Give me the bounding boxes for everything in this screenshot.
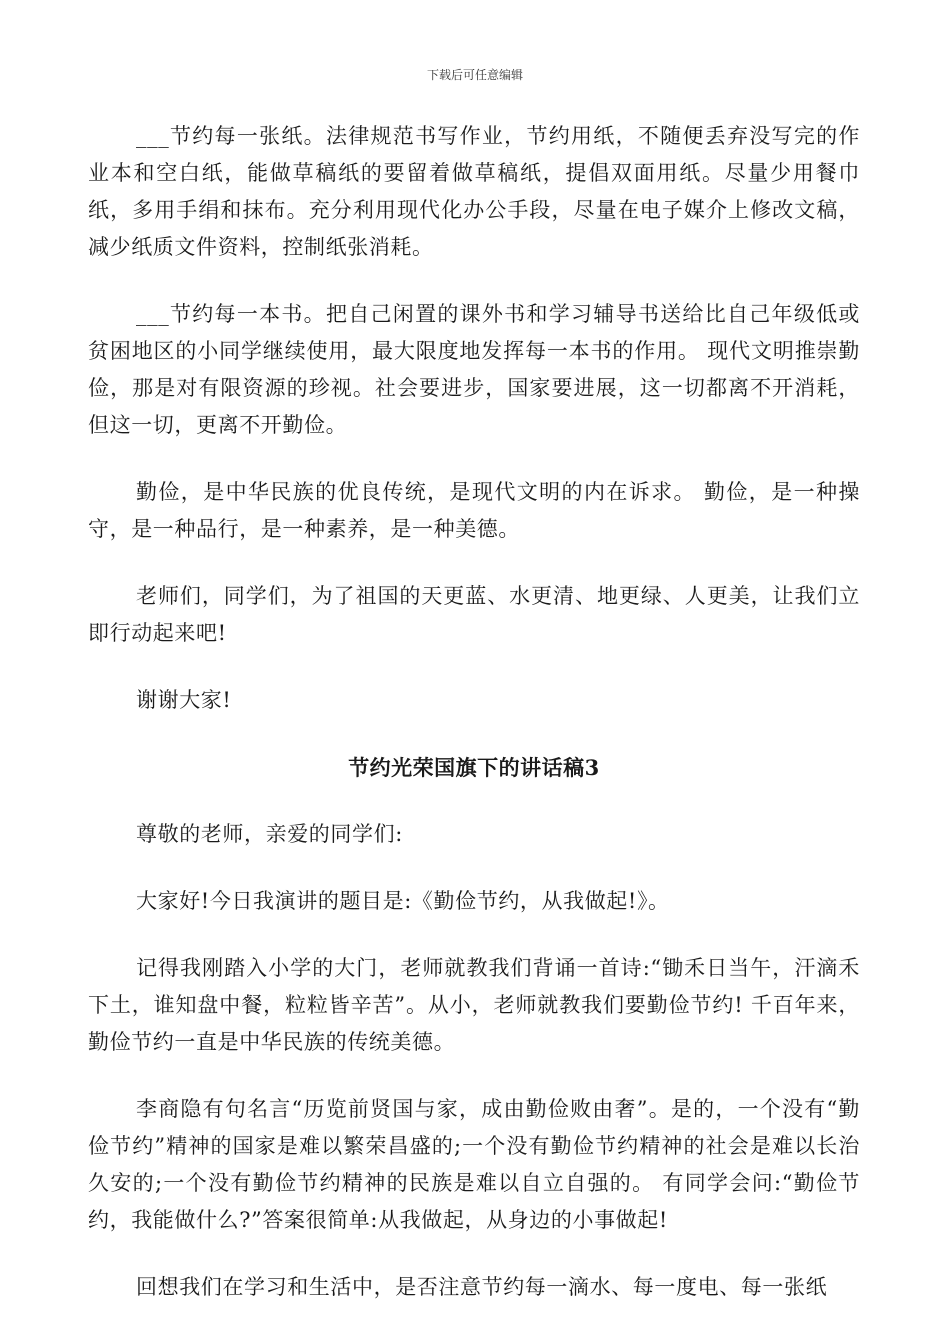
paragraph-thanks: 谢谢大家! [136,688,232,712]
paragraph-save-books: ___节约每一本书。把自己闲置的课外书和学习辅导书送给比自己年级低或贫困地区的小同学继续使用，最大限度地发挥每一本书的作用。 现代文明推崇勤俭，那是对有限资源的珍视。社会要进步，国家要进展，这一切都离不开消耗，但这一切，更离不开勤俭。 [88,302,860,437]
page-header-note: 下载后可任意编辑 [426,68,523,82]
paragraph-frugality-tradition: 勤俭，是中华民族的优良传统，是现代文明的内在诉求。 勤俭，是一种操守，是一种品行，是一种素养，是一种美德。 [88,480,860,541]
paragraph-greeting: 尊敬的老师，亲爱的同学们: [136,822,403,846]
paragraph-li-shangyin-quote: 李商隐有句名言“历览前贤国与家，成由勤俭败由奢”。是的，一个没有“勤俭节约”精神的国家是难以繁荣昌盛的;一个没有勤俭节约精神的社会是难以长治久安的;一个没有勤俭节约精神的民族是难以自立自强的。 有同学会问:“勤俭节约，我能做什么?”答案很简单:从我做起，从身边的小事做起! [88,1097,860,1232]
paragraph-call-to-action: 老师们，同学们，为了祖国的天更蓝、水更清、地更绿、人更美，让我们立即行动起来吧! [88,584,860,645]
paragraph-poem-memory: 记得我刚踏入小学的大门，老师就教我们背诵一首诗:“锄禾日当午，汗滴禾下土，谁知盘中餐，粒粒皆辛苦”。从小，老师就教我们要勤俭节约! 千百年来，勤俭节约一直是中华民族的传统美德。 [88,956,860,1054]
paragraph-speech-topic: 大家好!今日我演讲的题目是:《勤俭节约，从我做起!》。 [136,889,670,913]
paragraph-reflection: 回想我们在学习和生活中，是否注意节约每一滴水、每一度电、每一张纸 [136,1275,828,1299]
section-title: 节约光荣国旗下的讲话稿3 [348,755,600,780]
paragraph-save-paper: ___节约每一张纸。法律规范书写作业，节约用纸，不随便丢弃没写完的作业本和空白纸，能做草稿纸的要留着做草稿纸，提倡双面用纸。尽量少用餐巾纸，多用手绢和抹布。充分利用现代化办公手段，尽量在电子媒介上修改文稿，减少纸质文件资料，控制纸张消耗。 [88,124,860,259]
document-body [88,118,860,1336]
